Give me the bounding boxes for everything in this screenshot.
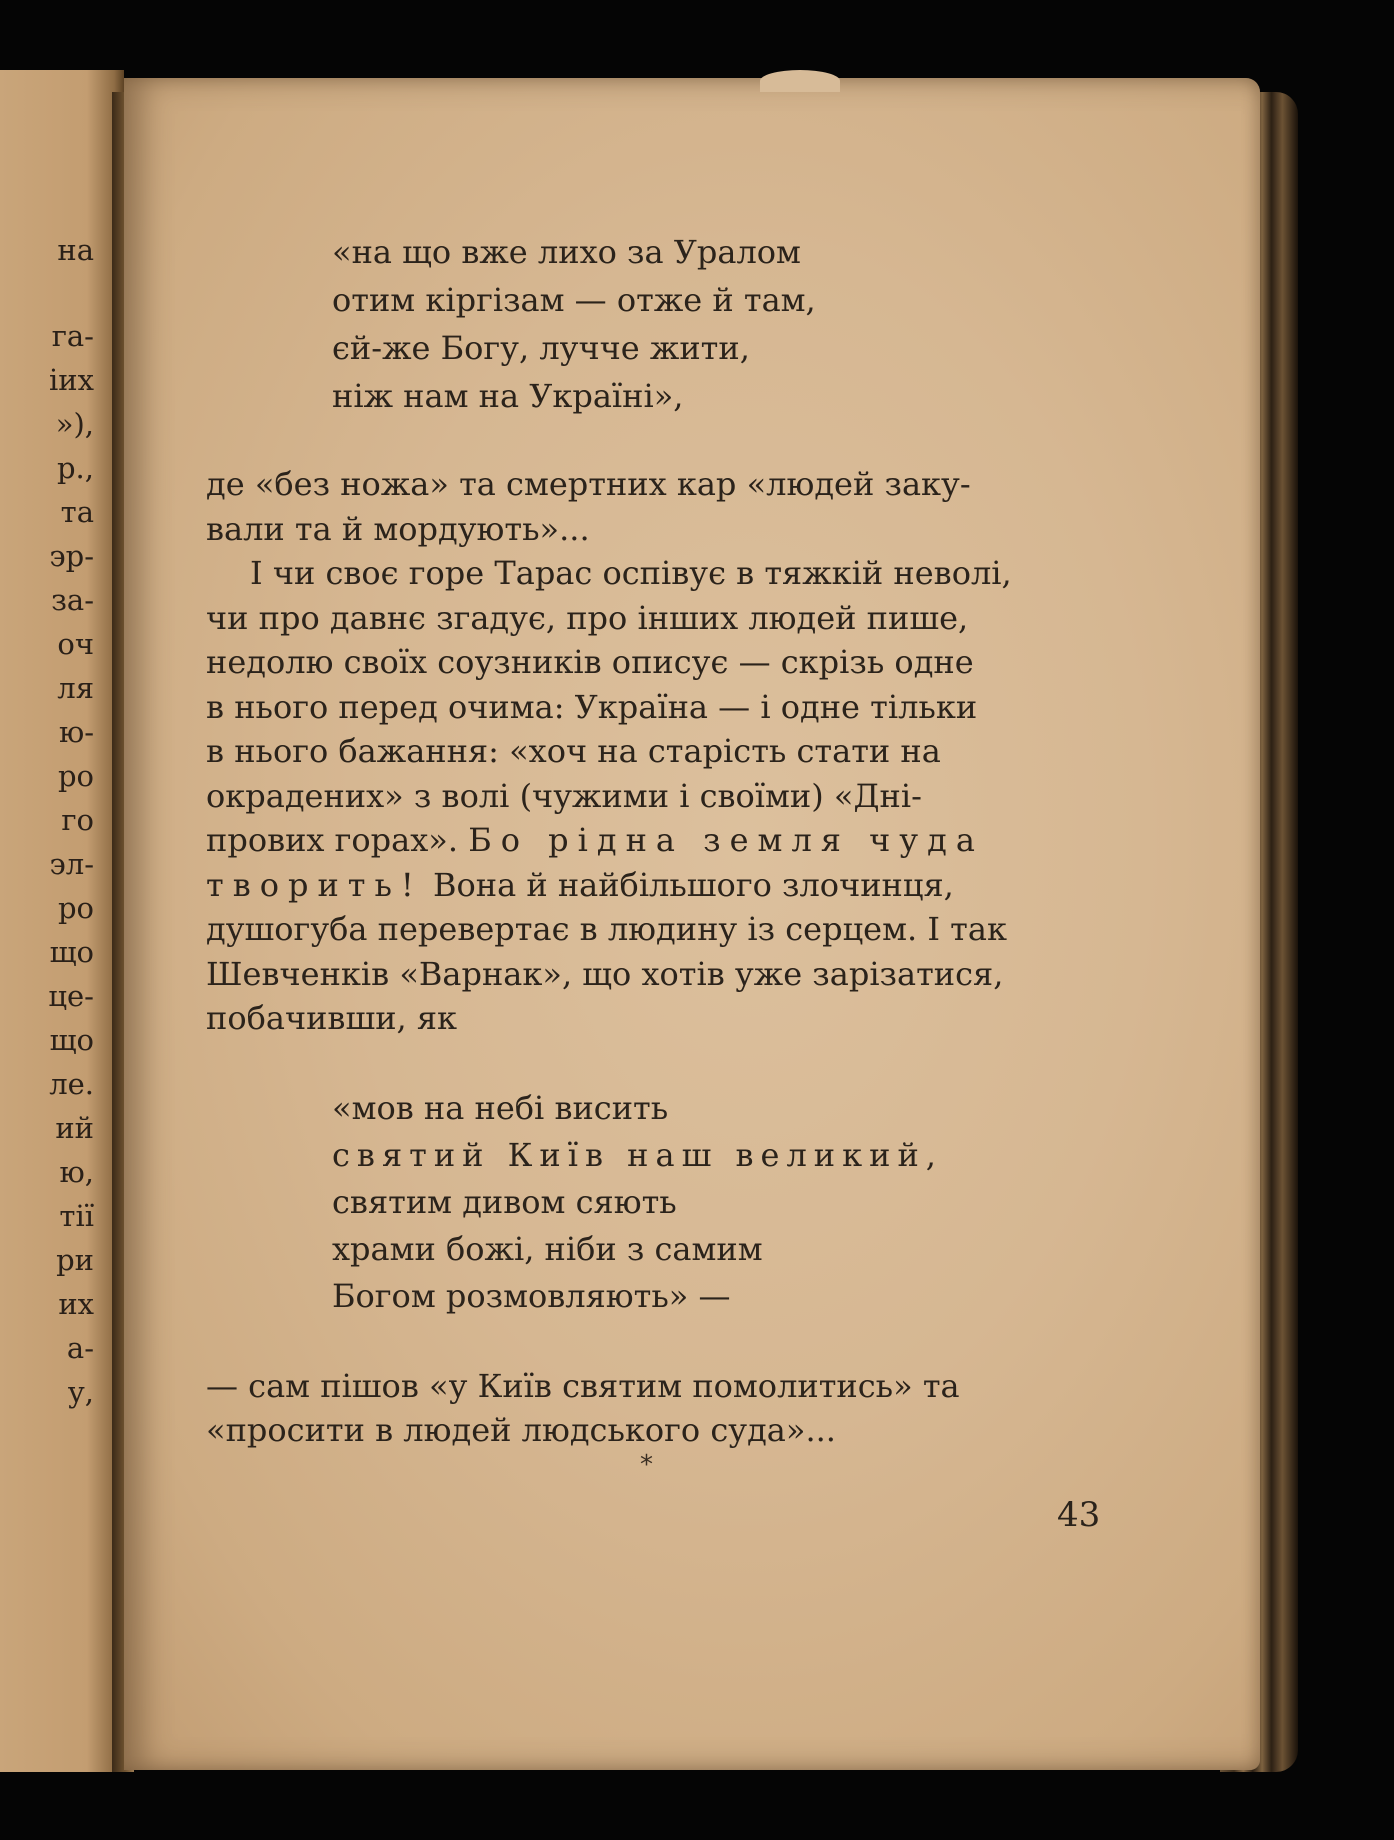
facing-line: ри	[56, 1243, 94, 1277]
facing-line: у,	[67, 1375, 94, 1409]
verse-quote-1	[206, 228, 1086, 420]
prose-line: — сам пішов «у Київ святим помолитись» та	[206, 1366, 960, 1405]
facing-line: за-	[51, 583, 94, 617]
prose-line: де «без ножа» та смертних кар «людей заку-	[206, 465, 971, 503]
prose-line: окрадених» з волі (чужими і своїми) «Дні-	[206, 776, 922, 815]
prose-line	[206, 818, 1086, 863]
facing-line: ю-	[58, 715, 94, 749]
verse-line: єй-же Богу, лучче жити,	[332, 329, 750, 367]
prose-line: чи про давнє згадує, про інших людей пише,	[206, 598, 969, 637]
facing-line: ий	[55, 1111, 94, 1145]
verse-line: ніж нам на Україні»,	[332, 377, 684, 415]
facing-line: іих	[49, 363, 94, 397]
facing-line: це-	[48, 979, 94, 1013]
facing-line: ю,	[59, 1155, 94, 1189]
verse-line-spaced: святий Київ наш великий,	[332, 1135, 943, 1174]
paragraph-1	[206, 462, 1086, 551]
prose-line: вали та й мордують»...	[206, 509, 590, 548]
prose-line: побачивши, як	[206, 999, 458, 1037]
facing-line: ля	[57, 671, 94, 705]
prose-line: І чи своє горе Тарас оспівує в тяжкій неволі,	[250, 554, 1012, 592]
verse-line: «на що вже лихо за Уралом	[332, 233, 801, 271]
facing-line: а-	[66, 1331, 94, 1365]
facing-line: що	[49, 935, 94, 969]
verse-line: храми божі, ніби з самим	[332, 1229, 763, 1268]
facing-line: ле.	[49, 1067, 94, 1101]
prose-line: Шевченків «Варнак», що хотів уже зарізатися,	[206, 954, 1004, 993]
facing-line: оч	[57, 627, 94, 661]
prose-line: душогуба перевертає в людину із серцем. І так	[206, 910, 1007, 948]
prose-line: недолю своїх соузників описує — скрізь одне	[206, 643, 974, 681]
facing-line: ро	[57, 759, 94, 793]
facing-line: тії	[59, 1199, 94, 1233]
prose-line: «просити в людей людського суда»...	[206, 1411, 836, 1449]
paragraph-3	[206, 1364, 1086, 1453]
prose-fragment: Вона й найбільшого злочинця,	[432, 865, 954, 904]
page-text	[206, 228, 1086, 1453]
verse-line: святим дивом сяють	[332, 1182, 677, 1221]
facing-line: эр-	[49, 539, 94, 573]
facing-line: ро	[57, 891, 94, 925]
facing-line: эл-	[49, 847, 94, 881]
prose-line: в нього перед очима: Україна — і одне тільки	[206, 687, 978, 726]
prose-line: в нього бажання: «хоч на старість стати на	[206, 732, 941, 770]
page-number: 43	[1057, 1495, 1101, 1535]
verse-quote-2	[206, 1085, 1086, 1320]
section-ornament: *	[640, 1450, 653, 1480]
facing-line: го	[61, 803, 94, 837]
prose-fragment: прових горах».	[206, 821, 459, 859]
verse-line: отим кіргізам — отже й там,	[332, 281, 816, 319]
paragraph-2	[206, 551, 1086, 1041]
verse-line: Богом розмовляють» —	[332, 1276, 731, 1315]
facing-line: »),	[55, 407, 94, 441]
facing-line: р.,	[56, 451, 94, 485]
facing-line: що	[49, 1023, 94, 1057]
facing-line: их	[58, 1287, 94, 1321]
facing-line: та	[60, 495, 94, 529]
facing-line: га-	[51, 319, 94, 353]
facing-line: на	[57, 233, 94, 267]
prose-line	[206, 863, 1086, 908]
emphasis-spaced: Бо рідна земля чуда	[468, 821, 984, 859]
verse-line: «мов на небі висить	[332, 1088, 669, 1127]
page-tear	[760, 70, 840, 92]
facing-page	[0, 70, 124, 1772]
emphasis-spaced: творить!	[206, 865, 423, 904]
